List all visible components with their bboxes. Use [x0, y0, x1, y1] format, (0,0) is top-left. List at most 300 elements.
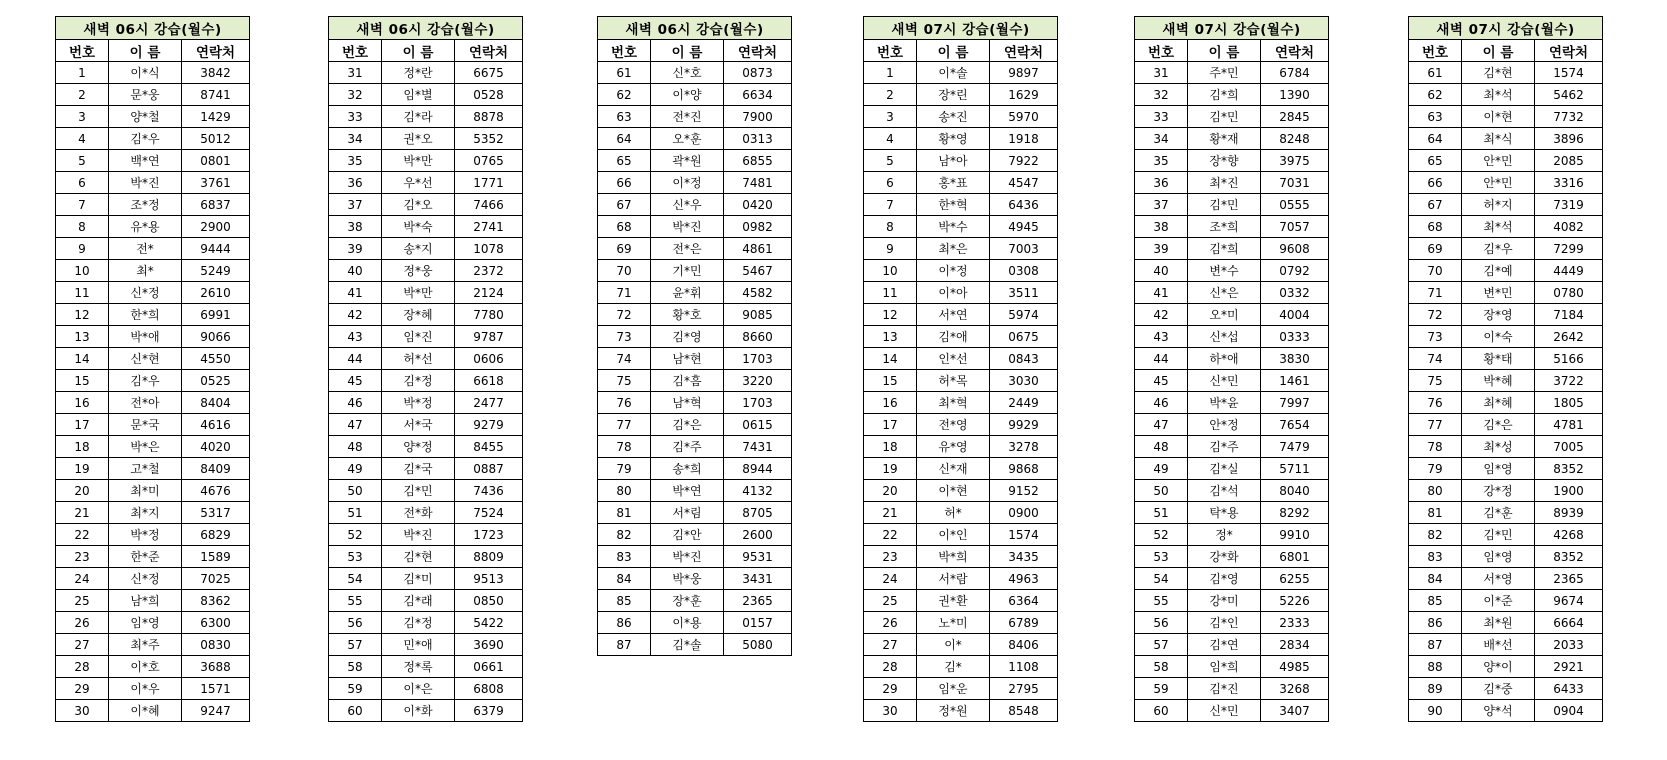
member-name: 박*만 [382, 150, 455, 172]
contact-digits: 1571 [182, 678, 250, 700]
contact-digits: 7466 [455, 194, 523, 216]
row-number: 41 [1135, 282, 1188, 304]
row-number: 29 [56, 678, 109, 700]
row-number: 9 [56, 238, 109, 260]
contact-header: 연락처 [1261, 40, 1329, 62]
contact-digits: 6837 [182, 194, 250, 216]
contact-digits: 2834 [1261, 634, 1329, 656]
member-name: 남*희 [109, 590, 182, 612]
contact-digits: 3975 [1261, 150, 1329, 172]
table-row [56, 106, 250, 128]
table-row [56, 260, 250, 282]
contact-digits: 8352 [1535, 546, 1603, 568]
table-row [1409, 480, 1603, 502]
member-name: 이*숙 [1462, 326, 1535, 348]
row-number: 88 [1409, 656, 1462, 678]
table-row [864, 172, 1058, 194]
row-number: 77 [1409, 414, 1462, 436]
member-name: 조*정 [109, 194, 182, 216]
row-number: 82 [598, 524, 651, 546]
contact-digits: 5970 [990, 106, 1058, 128]
table-row [1409, 458, 1603, 480]
contact-digits: 6364 [990, 590, 1058, 612]
member-name: 황*태 [1462, 348, 1535, 370]
member-name: 김*영 [651, 326, 724, 348]
contact-digits: 7436 [455, 480, 523, 502]
member-name: 서*람 [917, 568, 990, 590]
table-row [329, 348, 523, 370]
contact-digits: 8040 [1261, 480, 1329, 502]
member-name: 서*국 [382, 414, 455, 436]
member-name: 고*철 [109, 458, 182, 480]
contact-digits: 8878 [455, 106, 523, 128]
table-row [598, 524, 792, 546]
roster-table [328, 16, 523, 722]
member-name: 최*석 [1462, 84, 1535, 106]
table-row [56, 84, 250, 106]
contact-digits: 0313 [724, 128, 792, 150]
row-number: 22 [56, 524, 109, 546]
member-name: 서*영 [1462, 568, 1535, 590]
row-number: 65 [598, 150, 651, 172]
member-name: 김*우 [1462, 238, 1535, 260]
member-name: 김*래 [382, 590, 455, 612]
row-number: 43 [329, 326, 382, 348]
table-row [56, 392, 250, 414]
member-name: 이*화 [382, 700, 455, 722]
contact-digits: 6634 [724, 84, 792, 106]
table-row [329, 194, 523, 216]
table-row [56, 656, 250, 678]
contact-digits: 0900 [990, 502, 1058, 524]
member-name: 변*수 [1188, 260, 1261, 282]
row-number: 9 [864, 238, 917, 260]
table-row [598, 612, 792, 634]
table-row [598, 590, 792, 612]
table-row [1135, 216, 1329, 238]
row-number: 63 [598, 106, 651, 128]
member-name: 변*민 [1462, 282, 1535, 304]
table-row [1135, 480, 1329, 502]
member-name: 신*호 [651, 62, 724, 84]
member-name: 하*애 [1188, 348, 1261, 370]
row-number: 25 [56, 590, 109, 612]
member-name: 남*아 [917, 150, 990, 172]
member-name: 박*수 [917, 216, 990, 238]
table-row [598, 568, 792, 590]
contact-digits: 8362 [182, 590, 250, 612]
contact-digits: 0904 [1535, 700, 1603, 722]
row-number: 13 [864, 326, 917, 348]
contact-digits: 2333 [1261, 612, 1329, 634]
member-name: 임*진 [382, 326, 455, 348]
row-number: 60 [1135, 700, 1188, 722]
member-name: 양*석 [1462, 700, 1535, 722]
row-number: 32 [329, 84, 382, 106]
member-name: 유*영 [917, 436, 990, 458]
contact-digits: 9608 [1261, 238, 1329, 260]
member-name: 유*용 [109, 216, 182, 238]
row-number: 78 [598, 436, 651, 458]
contact-digits: 2365 [1535, 568, 1603, 590]
member-name: 김*희 [1188, 84, 1261, 106]
contact-digits: 9910 [1261, 524, 1329, 546]
row-number: 38 [329, 216, 382, 238]
table-row [329, 304, 523, 326]
row-number: 61 [598, 62, 651, 84]
table-row [598, 194, 792, 216]
contact-digits: 8741 [182, 84, 250, 106]
contact-digits: 6433 [1535, 678, 1603, 700]
contact-digits: 7524 [455, 502, 523, 524]
member-name: 김*애 [917, 326, 990, 348]
table-row [1409, 590, 1603, 612]
contact-digits: 9066 [182, 326, 250, 348]
table-row [1409, 700, 1603, 722]
contact-digits: 6784 [1261, 62, 1329, 84]
contact-digits: 9787 [455, 326, 523, 348]
row-number: 12 [56, 304, 109, 326]
member-name: 한*준 [109, 546, 182, 568]
member-name: 이*인 [917, 524, 990, 546]
table-row [598, 282, 792, 304]
table-row [598, 216, 792, 238]
member-name: 김*훈 [1462, 502, 1535, 524]
row-number: 63 [1409, 106, 1462, 128]
row-number: 53 [329, 546, 382, 568]
row-number: 12 [864, 304, 917, 326]
contact-digits: 9929 [990, 414, 1058, 436]
row-number: 69 [1409, 238, 1462, 260]
contact-digits: 4676 [182, 480, 250, 502]
row-number: 89 [1409, 678, 1462, 700]
member-name: 한*희 [109, 304, 182, 326]
contact-digits: 7481 [724, 172, 792, 194]
table-row [864, 590, 1058, 612]
member-name: 김*정 [382, 612, 455, 634]
member-name: 신*민 [1188, 700, 1261, 722]
row-number: 47 [329, 414, 382, 436]
table-row [598, 436, 792, 458]
table-row [329, 480, 523, 502]
contact-digits: 7005 [1535, 436, 1603, 458]
row-number: 16 [56, 392, 109, 414]
member-name: 김*은 [651, 414, 724, 436]
contact-digits: 0420 [724, 194, 792, 216]
number-header: 번호 [1409, 40, 1462, 62]
member-name: 김*우 [109, 128, 182, 150]
row-number: 40 [329, 260, 382, 282]
member-name: 안*민 [1462, 172, 1535, 194]
table-row [56, 414, 250, 436]
member-name: 안*정 [1188, 414, 1261, 436]
table-row [56, 568, 250, 590]
name-header: 이 름 [917, 40, 990, 62]
member-name: 신*민 [1188, 370, 1261, 392]
contact-digits: 0332 [1261, 282, 1329, 304]
member-name: 최*주 [109, 634, 182, 656]
row-number: 84 [598, 568, 651, 590]
table-row [329, 502, 523, 524]
member-name: 기*민 [651, 260, 724, 282]
contact-digits: 6829 [182, 524, 250, 546]
row-number: 19 [56, 458, 109, 480]
contact-digits: 2449 [990, 392, 1058, 414]
table-row [329, 524, 523, 546]
contact-digits: 4861 [724, 238, 792, 260]
member-name: 김*안 [651, 524, 724, 546]
table-row [329, 106, 523, 128]
table-row [1409, 546, 1603, 568]
row-number: 87 [598, 634, 651, 656]
table-row [864, 194, 1058, 216]
row-number: 13 [56, 326, 109, 348]
table-row [598, 458, 792, 480]
row-number: 85 [1409, 590, 1462, 612]
member-name: 민*애 [382, 634, 455, 656]
member-name: 이*호 [109, 656, 182, 678]
row-number: 52 [329, 524, 382, 546]
roster-table [55, 16, 250, 722]
table-row [598, 326, 792, 348]
row-number: 71 [598, 282, 651, 304]
contact-digits: 7922 [990, 150, 1058, 172]
contact-digits: 0850 [455, 590, 523, 612]
row-number: 14 [56, 348, 109, 370]
table-row [56, 172, 250, 194]
member-name: 박*진 [109, 172, 182, 194]
row-number: 5 [56, 150, 109, 172]
member-name: 양*정 [382, 436, 455, 458]
contact-digits: 0333 [1261, 326, 1329, 348]
table-row [864, 106, 1058, 128]
contact-digits: 8809 [455, 546, 523, 568]
row-number: 11 [56, 282, 109, 304]
row-number: 26 [56, 612, 109, 634]
table-row [56, 612, 250, 634]
table-row [1409, 106, 1603, 128]
row-number: 53 [1135, 546, 1188, 568]
member-name: 임*별 [382, 84, 455, 106]
contact-digits: 3220 [724, 370, 792, 392]
table-row [56, 678, 250, 700]
row-number: 4 [864, 128, 917, 150]
contact-digits: 5012 [182, 128, 250, 150]
contact-digits: 8248 [1261, 128, 1329, 150]
contact-digits: 7479 [1261, 436, 1329, 458]
table-row [329, 634, 523, 656]
member-name: 권*오 [382, 128, 455, 150]
contact-digits: 3407 [1261, 700, 1329, 722]
contact-digits: 9444 [182, 238, 250, 260]
contact-digits: 8548 [990, 700, 1058, 722]
contact-digits: 0780 [1535, 282, 1603, 304]
table-row [864, 62, 1058, 84]
row-number: 4 [56, 128, 109, 150]
contact-digits: 9531 [724, 546, 792, 568]
contact-digits: 2365 [724, 590, 792, 612]
member-name: 허*선 [382, 348, 455, 370]
row-number: 22 [864, 524, 917, 546]
contact-digits: 5711 [1261, 458, 1329, 480]
table-row [864, 326, 1058, 348]
contact-digits: 3688 [182, 656, 250, 678]
table-row [864, 700, 1058, 722]
row-number: 70 [598, 260, 651, 282]
table-row [329, 414, 523, 436]
member-name: 최*혜 [1462, 392, 1535, 414]
table-row [598, 172, 792, 194]
contact-digits: 4781 [1535, 414, 1603, 436]
row-number: 10 [864, 260, 917, 282]
row-number: 23 [56, 546, 109, 568]
row-number: 2 [56, 84, 109, 106]
member-name: 임*영 [1462, 546, 1535, 568]
member-name: 김*주 [1188, 436, 1261, 458]
table-title: 새벽 06시 강습(월수) [329, 17, 523, 40]
contact-digits: 2741 [455, 216, 523, 238]
member-name: 전* [109, 238, 182, 260]
member-name: 탁*용 [1188, 502, 1261, 524]
contact-digits: 8705 [724, 502, 792, 524]
member-name: 박*희 [917, 546, 990, 568]
table-row [1409, 238, 1603, 260]
contact-digits: 1390 [1261, 84, 1329, 106]
row-number: 39 [1135, 238, 1188, 260]
member-name: 곽*원 [651, 150, 724, 172]
row-number: 1 [864, 62, 917, 84]
member-name: 김*민 [1188, 194, 1261, 216]
contact-digits: 7997 [1261, 392, 1329, 414]
row-number: 33 [329, 106, 382, 128]
row-number: 82 [1409, 524, 1462, 546]
member-name: 권*환 [917, 590, 990, 612]
contact-digits: 8404 [182, 392, 250, 414]
table-row [1135, 194, 1329, 216]
row-number: 30 [864, 700, 917, 722]
table-row [1135, 106, 1329, 128]
table-row [56, 282, 250, 304]
row-number: 11 [864, 282, 917, 304]
contact-digits: 3511 [990, 282, 1058, 304]
row-number: 86 [598, 612, 651, 634]
table-row [598, 370, 792, 392]
name-header: 이 름 [109, 40, 182, 62]
table-row [1409, 62, 1603, 84]
member-name: 황*영 [917, 128, 990, 150]
contact-digits: 8409 [182, 458, 250, 480]
contact-digits: 4616 [182, 414, 250, 436]
row-number: 49 [1135, 458, 1188, 480]
contact-digits: 3278 [990, 436, 1058, 458]
contact-digits: 4985 [1261, 656, 1329, 678]
contact-digits: 2610 [182, 282, 250, 304]
name-header: 이 름 [1462, 40, 1535, 62]
table-row [864, 150, 1058, 172]
member-name: 김*흠 [651, 370, 724, 392]
member-name: 신*현 [109, 348, 182, 370]
contact-digits: 6855 [724, 150, 792, 172]
member-name: 이* [917, 634, 990, 656]
contact-digits: 1771 [455, 172, 523, 194]
contact-digits: 8352 [1535, 458, 1603, 480]
table-row [1135, 150, 1329, 172]
member-name: 김*인 [1188, 612, 1261, 634]
row-number: 36 [329, 172, 382, 194]
member-name: 양*이 [1462, 656, 1535, 678]
member-name: 허*지 [1462, 194, 1535, 216]
row-number: 76 [1409, 392, 1462, 414]
member-name: 신*우 [651, 194, 724, 216]
table-title: 새벽 07시 강습(월수) [864, 17, 1058, 40]
member-name: 김*국 [382, 458, 455, 480]
member-name: 정*란 [382, 62, 455, 84]
contact-digits: 4020 [182, 436, 250, 458]
table-row [329, 678, 523, 700]
contact-digits: 9247 [182, 700, 250, 722]
table-title: 새벽 07시 강습(월수) [1135, 17, 1329, 40]
table-row [329, 216, 523, 238]
row-number: 41 [329, 282, 382, 304]
row-number: 27 [864, 634, 917, 656]
table-row [1135, 414, 1329, 436]
contact-digits: 2845 [1261, 106, 1329, 128]
member-name: 김*은 [1462, 414, 1535, 436]
member-name: 박*정 [382, 392, 455, 414]
row-number: 17 [56, 414, 109, 436]
table-row [598, 150, 792, 172]
row-number: 59 [1135, 678, 1188, 700]
row-number: 58 [1135, 656, 1188, 678]
contact-digits: 1805 [1535, 392, 1603, 414]
member-name: 김*우 [109, 370, 182, 392]
member-name: 우*선 [382, 172, 455, 194]
member-name: 김*민 [1462, 524, 1535, 546]
contact-digits: 7319 [1535, 194, 1603, 216]
member-name: 최*성 [1462, 436, 1535, 458]
contact-digits: 8660 [724, 326, 792, 348]
row-number: 28 [864, 656, 917, 678]
row-number: 59 [329, 678, 382, 700]
member-name: 이*아 [917, 282, 990, 304]
row-number: 7 [56, 194, 109, 216]
contact-digits: 5249 [182, 260, 250, 282]
contact-digits: 3030 [990, 370, 1058, 392]
row-number: 50 [1135, 480, 1188, 502]
name-header: 이 름 [382, 40, 455, 62]
table-row [1409, 656, 1603, 678]
member-name: 이*현 [1462, 106, 1535, 128]
table-row [329, 238, 523, 260]
row-number: 62 [598, 84, 651, 106]
contact-digits: 6379 [455, 700, 523, 722]
member-name: 김* [917, 656, 990, 678]
row-number: 45 [329, 370, 382, 392]
contact-digits: 8939 [1535, 502, 1603, 524]
row-number: 37 [1135, 194, 1188, 216]
table-row [329, 546, 523, 568]
row-number: 15 [864, 370, 917, 392]
member-name: 전*은 [651, 238, 724, 260]
member-name: 임*운 [917, 678, 990, 700]
member-name: 김*현 [1462, 62, 1535, 84]
row-number: 65 [1409, 150, 1462, 172]
table-row [1409, 260, 1603, 282]
member-name: 전*진 [651, 106, 724, 128]
member-name: 신*은 [1188, 282, 1261, 304]
table-row [1135, 238, 1329, 260]
member-name: 안*민 [1462, 150, 1535, 172]
